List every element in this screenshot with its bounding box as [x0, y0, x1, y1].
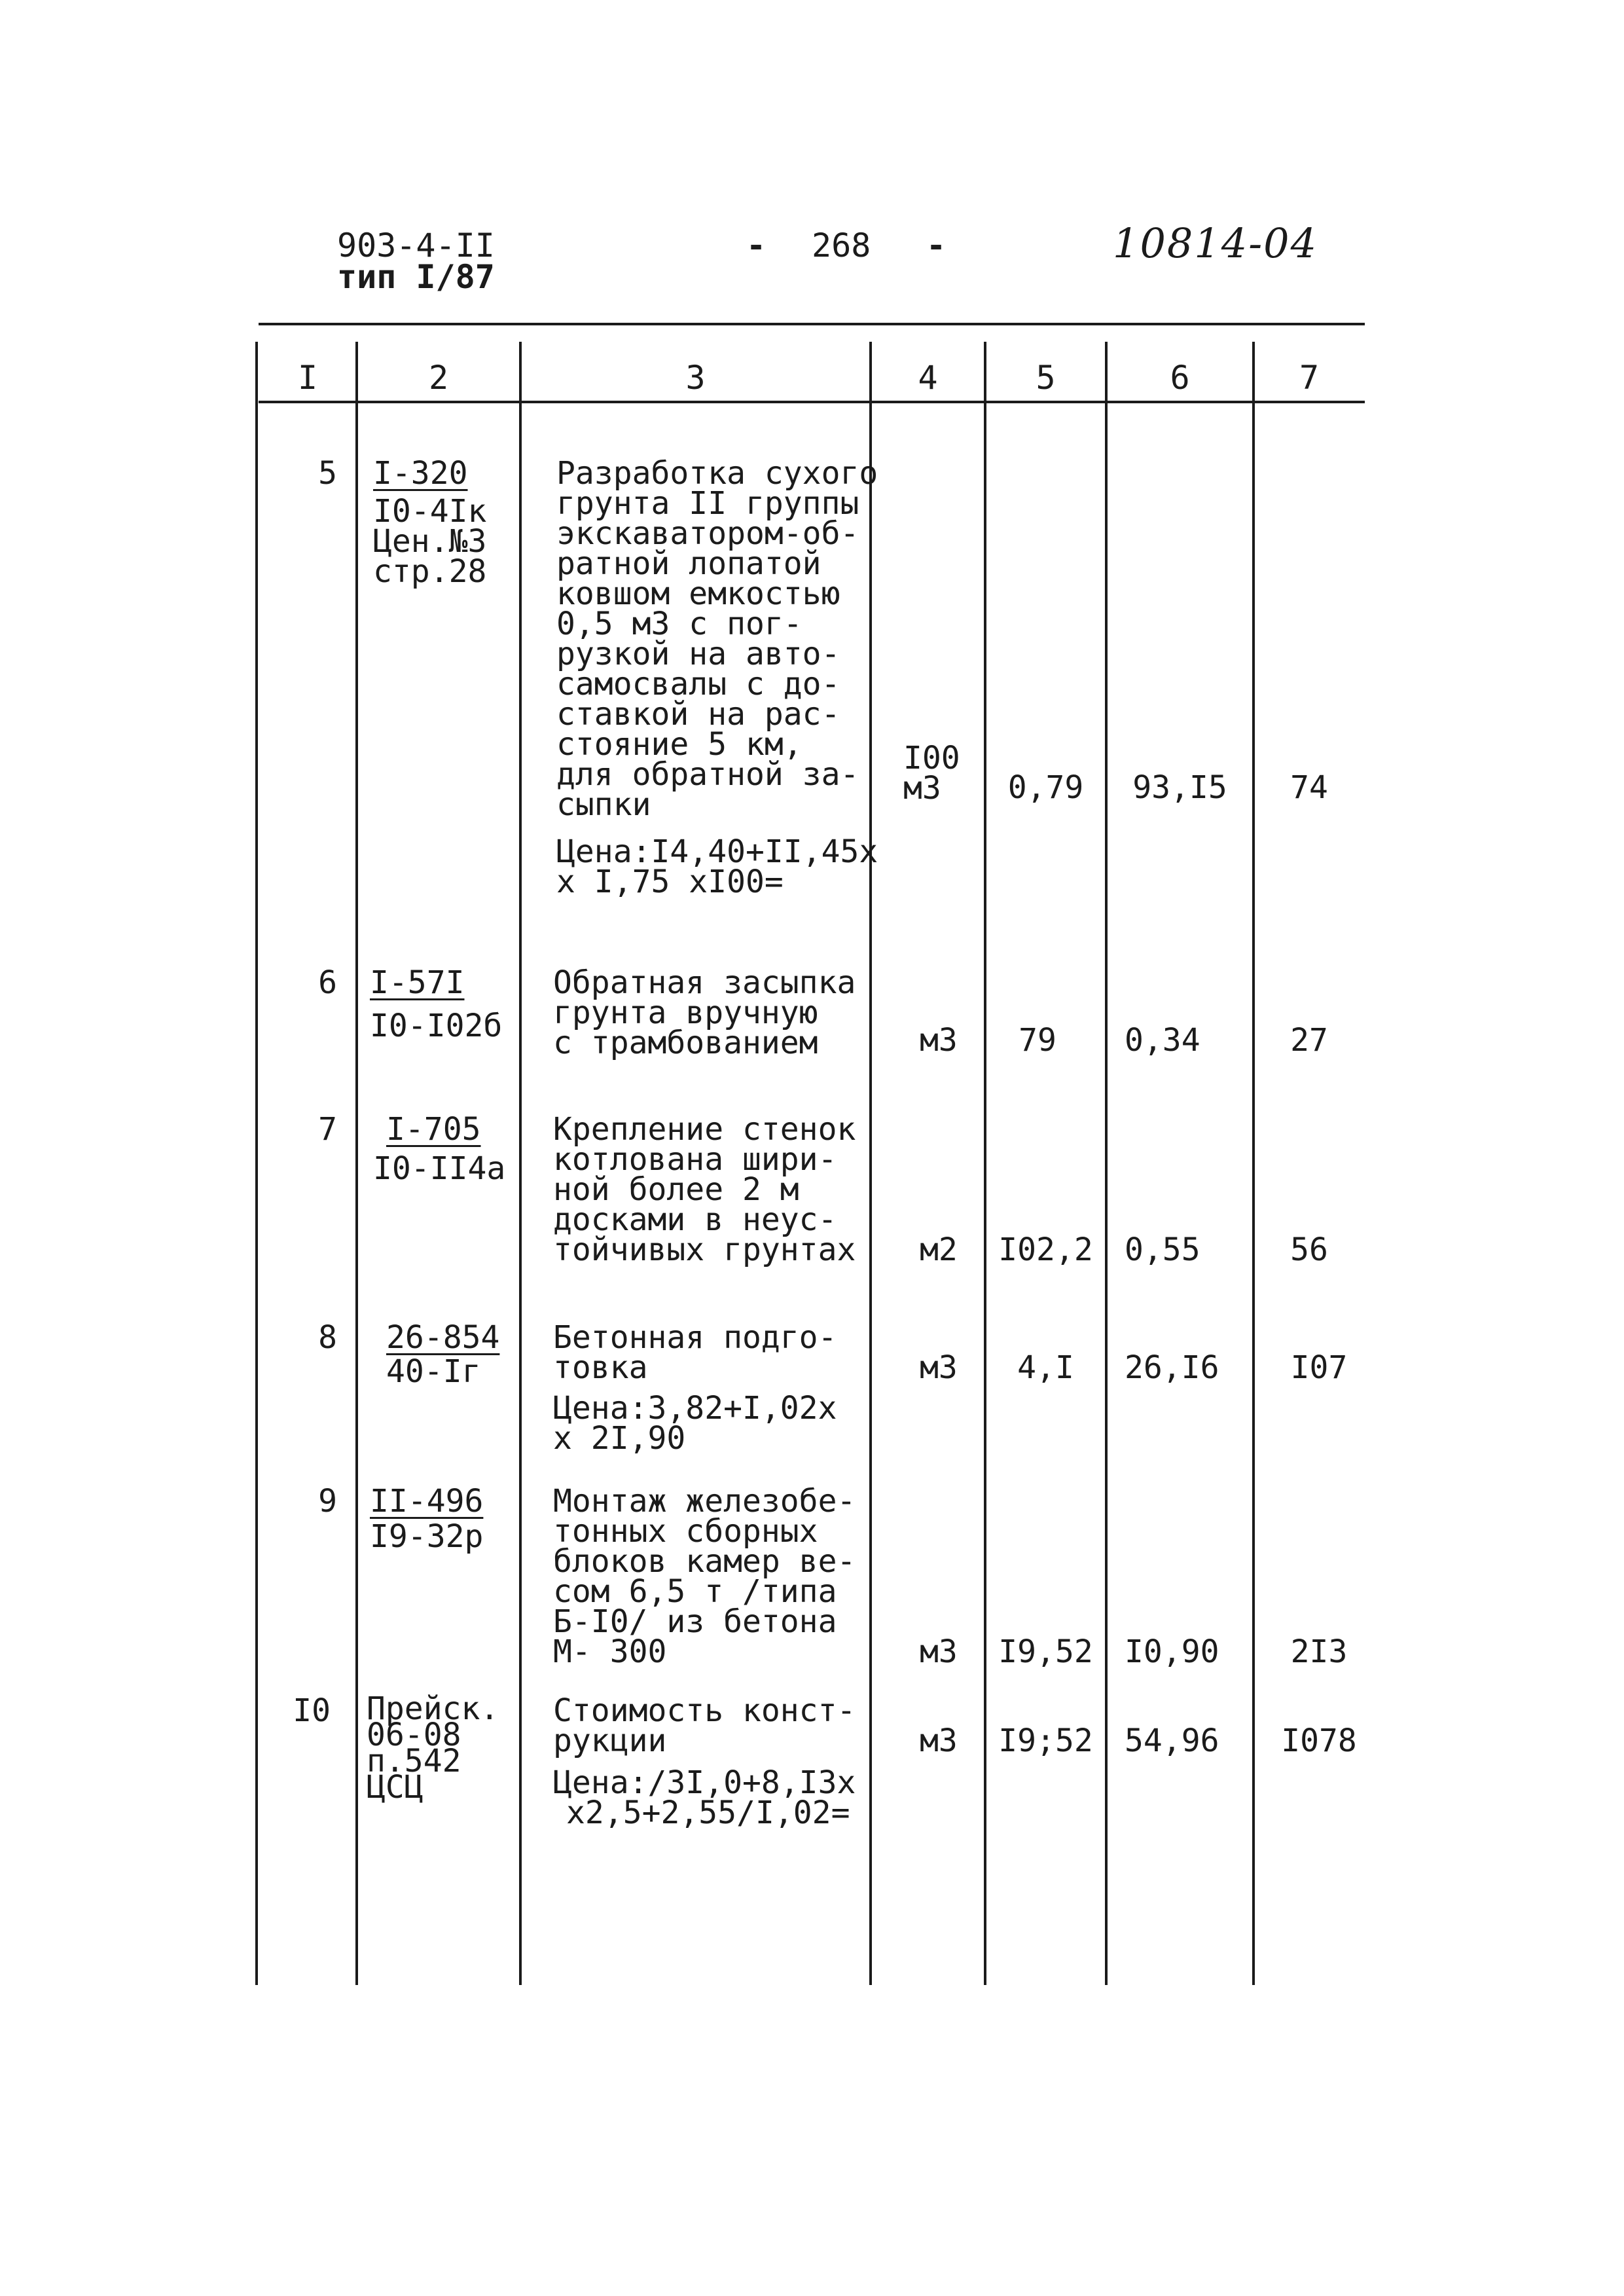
description-line: Разработка сухого — [556, 455, 878, 492]
page-number: 268 — [812, 227, 871, 264]
description-line: сом 6,5 т /типа — [553, 1573, 837, 1610]
row-unit: м3 — [920, 1633, 958, 1670]
row-number: 9 — [318, 1483, 337, 1520]
column-header-rule — [259, 401, 1365, 403]
column-header-7: 7 — [1299, 359, 1320, 397]
unit-line: I00 — [903, 740, 960, 776]
row-code: I9-32р — [370, 1518, 484, 1555]
description-line: тойчивых грунтах — [553, 1231, 856, 1268]
description-line: самосвалы с до- — [556, 666, 840, 702]
description-line: котлована шири- — [553, 1141, 837, 1178]
row-total: I078 — [1281, 1722, 1357, 1759]
row-quantity: 0,79 — [1007, 769, 1084, 806]
column-header-6: 6 — [1170, 359, 1190, 397]
page-dash-left: - — [746, 227, 767, 264]
row-number: 6 — [318, 964, 337, 1001]
description-line: тонных сборных — [553, 1513, 818, 1550]
row-total: 74 — [1290, 769, 1328, 806]
handwritten-number: 10814-04 — [1113, 219, 1318, 267]
row-quantity: I9,52 — [998, 1633, 1093, 1670]
description-line: рузкой на авто- — [556, 636, 840, 672]
row-number: 7 — [318, 1111, 337, 1148]
page-dash-right: - — [926, 227, 947, 264]
description-line: товка — [553, 1349, 648, 1386]
row-unit: м3 — [920, 1349, 958, 1386]
row-code: 06-08 — [367, 1717, 461, 1753]
column-header-5: 5 — [1036, 359, 1056, 397]
row-unit-price: 54,96 — [1125, 1722, 1219, 1759]
description-line: грунта II группы — [556, 485, 859, 522]
price-formula-line: Цена:I4,40+II,45х — [556, 833, 878, 870]
row-code-primary: I-320 — [373, 455, 468, 492]
row-code: Прейск. — [367, 1690, 499, 1727]
row-code: I0-II4а — [373, 1150, 506, 1187]
row-code-primary: 26-854 — [386, 1319, 500, 1356]
description-line: Стоимость конст- — [553, 1692, 856, 1729]
row-code-block — [373, 455, 487, 590]
column-header-3: 3 — [685, 359, 706, 397]
row-code: Цен.№3 — [373, 523, 487, 560]
row-code-block — [370, 1483, 484, 1555]
row-code-block — [370, 964, 503, 1044]
description-line: с трамбованием — [553, 1025, 818, 1061]
description-line: сыпки — [556, 786, 651, 823]
row-code: I0-I02б — [370, 1008, 503, 1044]
description-line: Крепление стенок — [553, 1111, 856, 1148]
row-unit-price: 0,34 — [1125, 1022, 1200, 1059]
description-line: досками в неус- — [553, 1201, 837, 1238]
description-line: ковшом емкостью — [556, 575, 840, 612]
description-line: Монтаж железобе- — [553, 1483, 856, 1520]
row-code-primary: II-496 — [370, 1483, 484, 1520]
document-code: 903-4-II — [337, 227, 495, 264]
row-unit-price: 0,55 — [1125, 1231, 1200, 1268]
row-total: I07 — [1290, 1349, 1348, 1386]
price-formula-line: х 2I,90 — [553, 1420, 686, 1457]
row-code: ЦСЦ — [367, 1769, 424, 1806]
description-line: ратной лопатой — [556, 545, 821, 582]
row-unit: м3 — [920, 1022, 958, 1059]
row-description — [553, 964, 856, 1061]
row-total: 56 — [1290, 1231, 1328, 1268]
row-code-primary: I-705 — [386, 1111, 481, 1148]
description-line: 0,5 м3 с пог- — [556, 606, 803, 642]
row-code-block — [367, 1690, 499, 1806]
description-line: Обратная засыпка — [553, 964, 856, 1001]
description-line: грунта вручную — [553, 994, 818, 1031]
header-rule — [259, 323, 1365, 325]
row-unit: м2 — [920, 1231, 958, 1268]
row-code: 40-Iг — [386, 1353, 481, 1390]
description-line: Б-I0/ из бетона — [553, 1603, 837, 1640]
row-total: 27 — [1290, 1022, 1328, 1059]
description-line: рукции — [553, 1722, 667, 1759]
row-unit-price: 93,I5 — [1132, 769, 1227, 806]
row-code-primary: I-57I — [370, 964, 465, 1001]
row-code-block — [386, 1319, 500, 1390]
column-divider-2 — [519, 342, 522, 1985]
description-line: для обратной за- — [556, 756, 859, 793]
price-formula-line: х I,75 хI00= — [556, 864, 784, 900]
price-formula-line: х2,5+2,55/I,02= — [566, 1795, 850, 1831]
row-number: 8 — [318, 1319, 337, 1356]
row-number: I0 — [293, 1692, 331, 1729]
description-line: М- 300 — [553, 1633, 667, 1670]
row-description — [553, 1111, 856, 1268]
column-divider-1 — [355, 342, 358, 1985]
description-line: стояние 5 км, — [556, 726, 803, 763]
column-header-2: 2 — [428, 359, 449, 397]
description-line: Бетонная подго- — [553, 1319, 837, 1356]
row-unit — [903, 740, 960, 807]
price-formula-line: Цена:3,82+I,02х — [553, 1390, 837, 1427]
unit-line: м3 — [903, 770, 941, 807]
description-line: экскаватором-об- — [556, 515, 859, 552]
column-divider-6 — [1252, 342, 1255, 1985]
column-header-4: 4 — [918, 359, 938, 397]
row-description — [553, 1319, 837, 1457]
description-line: блоков камер ве- — [553, 1543, 856, 1580]
row-description — [553, 1692, 856, 1831]
row-unit: м3 — [920, 1722, 958, 1759]
table-left-border — [255, 342, 258, 1985]
row-number: 5 — [318, 455, 337, 492]
description-line: ставкой на рас- — [556, 696, 840, 733]
row-unit-price: 26,I6 — [1125, 1349, 1219, 1386]
row-code: п.542 — [367, 1743, 461, 1779]
row-code: I0-4Iк — [373, 493, 487, 530]
row-quantity: 79 — [1019, 1022, 1056, 1059]
document-type: тип I/87 — [337, 258, 495, 296]
row-code: стр.28 — [373, 553, 487, 590]
row-code-block — [373, 1111, 506, 1187]
row-quantity: 4,I — [1017, 1349, 1074, 1386]
row-quantity: I9;52 — [998, 1722, 1093, 1759]
price-formula-line: Цена:/3I,0+8,I3х — [553, 1764, 856, 1801]
row-quantity: I02,2 — [998, 1231, 1093, 1268]
row-total: 2I3 — [1290, 1633, 1348, 1670]
row-description — [553, 1483, 856, 1670]
column-header-1: I — [297, 359, 318, 397]
description-line: ной более 2 м — [553, 1171, 799, 1208]
row-description — [556, 455, 878, 900]
row-unit-price: I0,90 — [1125, 1633, 1219, 1670]
